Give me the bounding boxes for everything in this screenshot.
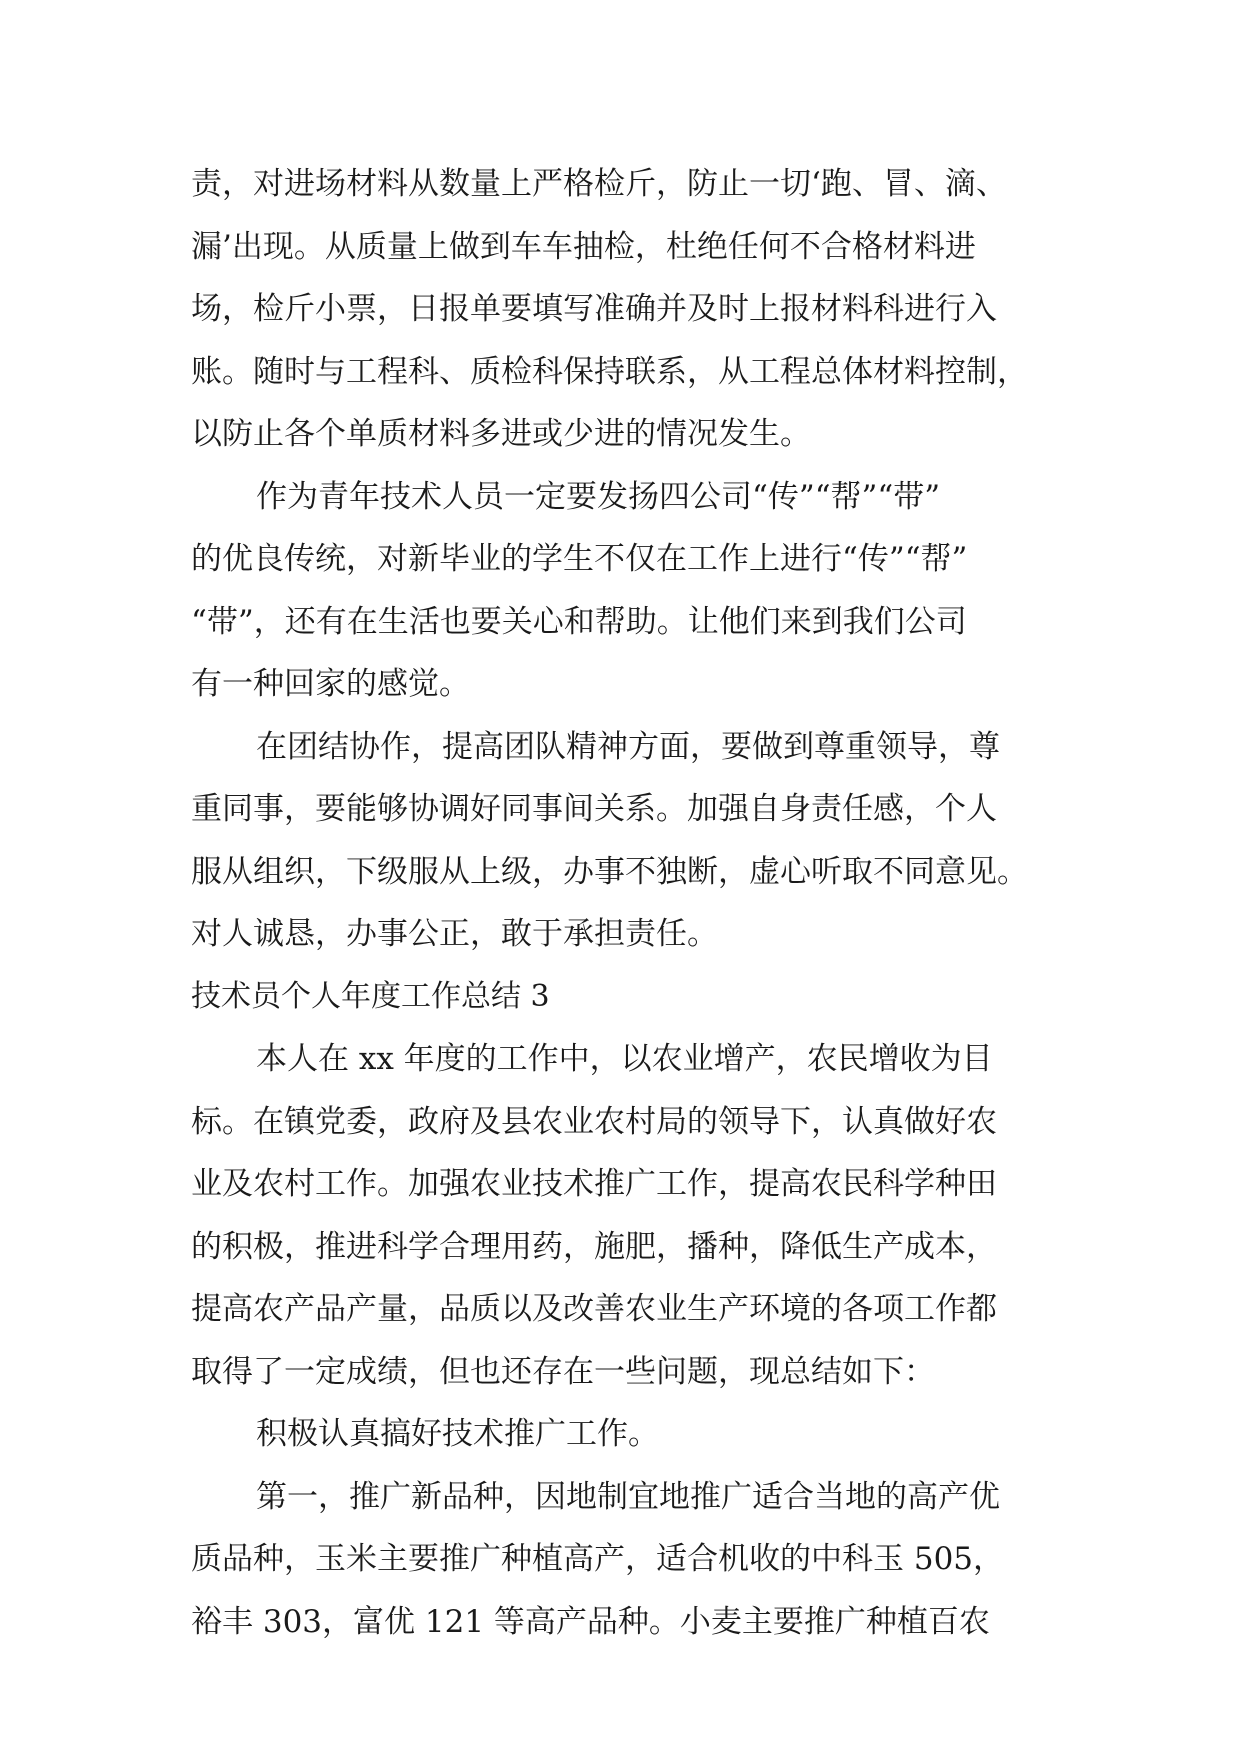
paragraph-line: 业及农村工作。加强农业技术推广工作，提高农民科学种田 [191, 1166, 997, 1202]
paragraph-first-line: 积极认真搞好技术推广工作。 [256, 1416, 659, 1452]
paragraph-first-line: 第一，推广新品种，因地制宜地推广适合当地的高产优 [256, 1479, 1000, 1515]
paragraph-line: 裕丰 303，富优 121 等高产品种。小麦主要推广种植百农 [191, 1604, 990, 1640]
paragraph-line: 以防止各个单质材料多进或少进的情况发生。 [191, 416, 811, 452]
paragraph-line: 重同事，要能够协调好同事间关系。加强自身责任感，个人 [191, 791, 997, 827]
paragraph-line: 标。在镇党委，政府及县农业农村局的领导下，认真做好农 [191, 1104, 997, 1140]
paragraph-line: 的积极，推进科学合理用药，施肥，播种，降低生产成本， [191, 1229, 997, 1265]
paragraph-line: 账。随时与工程科、质检科保持联系，从工程总体材料控制， [191, 354, 1028, 390]
paragraph-line: 责，对进场材料从数量上严格检斤，防止一切‘跑、冒、滴、 [191, 166, 1007, 202]
paragraph-first-line: 作为青年技术人员一定要发扬四公司“传”“帮”“带” [256, 479, 941, 515]
paragraph-line: 有一种回家的感觉。 [191, 666, 470, 702]
paragraph-first-line: 本人在 xx 年度的工作中，以农业增产，农民增收为目 [256, 1041, 993, 1077]
paragraph-line: 场，检斤小票，日报单要填写准确并及时上报材料科进行入 [191, 291, 997, 327]
paragraph-line: 取得了一定成绩，但也还存在一些问题，现总结如下： [191, 1354, 935, 1390]
paragraph-line: 的优良传统，对新毕业的学生不仅在工作上进行“传”“帮” [191, 541, 968, 577]
paragraph-line: 提高农产品产量，品质以及改善农业生产环境的各项工作都 [191, 1291, 997, 1327]
paragraph-line: 对人诚恳，办事公正，敢于承担责任。 [191, 916, 718, 952]
section-heading: 技术员个人年度工作总结 3 [191, 979, 550, 1014]
paragraph-line: 漏’出现。从质量上做到车车抽检，杜绝任何不合格材料进 [191, 229, 976, 265]
paragraph-line: 服从组织，下级服从上级，办事不独断，虚心听取不同意见。 [191, 854, 1028, 890]
paragraph-first-line: 在团结协作，提高团队精神方面，要做到尊重领导，尊 [256, 729, 1000, 765]
paragraph-line: 质品种，玉米主要推广种植高产，适合机收的中科玉 505， [191, 1541, 1005, 1577]
paragraph-line: “带”，还有在生活也要关心和帮助。让他们来到我们公司 [191, 604, 967, 640]
